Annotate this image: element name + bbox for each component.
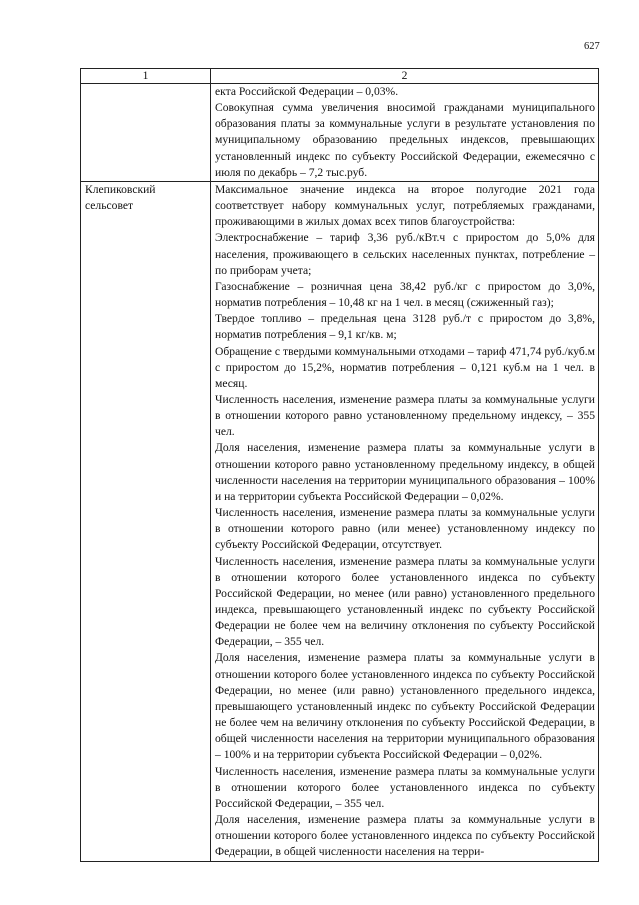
table-row	[81, 181, 599, 861]
header-cell-2: 2	[211, 69, 599, 84]
paragraph: Максимальное значение индекса на второе полугодие 2021 года соответствует набору коммунальных услуг, потребляемых гражданами, проживающими в жилых домах всех типов благоустройства:	[215, 182, 595, 229]
paragraph: Численность населения, изменение размера платы за коммунальные услуги в отношении которого более установленного индекса по субъекту Российской Федерации, но менее (или равно) установленного предельного индекса, превышающего установленный индекс по субъекту Российской Федерации не более чем на величину отклонения по субъекту Российской Федерации, – 355 чел.	[215, 554, 595, 649]
page-number: 627	[584, 41, 600, 52]
paragraph: Совокупная сумма увеличения вносимой гражданами муниципального образования платы за коммунальные услуги в результате установления по муниципальному образованию предельных индексов, превышающих установленный индекс по субъекту Российской Федерации, ежемесячно с июля по декабрь – 7,2 тыс.руб.	[215, 101, 595, 179]
paragraph: Электроснабжение – тариф 3,36 руб./кВт.ч с приростом до 5,0% для населения, проживающего в сельских населенных пунктах, потребление – по приборам учета;	[215, 231, 595, 277]
document-table	[80, 68, 599, 862]
paragraph: Численность населения, изменение размера платы за коммунальные услуги в отношении которого равно (или менее) установленному индексу по субъекту Российской Федерации, отсутствует.	[215, 506, 595, 552]
paragraph: Доля населения, изменение размера платы за коммунальные услуги в отношении которого более установленного индекса по субъекту Российской Федерации, в общей численности населения на терри-	[215, 813, 595, 859]
table-row	[81, 84, 599, 182]
row2-label-cell	[81, 181, 211, 861]
paragraph: Обращение с твердыми коммунальными отходами – тариф 471,74 руб./куб.м с приростом до 15,2%, норматив потребления – 0,121 куб.м на 1 чел. в месяц.	[215, 344, 595, 390]
paragraph: Доля населения, изменение размера платы за коммунальные услуги в отношении которого более установленного индекса по субъекту Российской Федерации, но менее (или равно) установленного предельного индекса, превышающего установленный индекс по субъекту Российской Федерации не более чем на величину отклонения по субъекту Российской Федерации, в общей численности населения на территории муниципального образования – 100% и на территории субъекта Российской Федерации – 0,02%.	[215, 651, 595, 762]
table-header-row	[81, 69, 599, 84]
paragraph: Газоснабжение – розничная цена 38,42 руб./кг с приростом до 3,0%, норматив потребления – 10,48 кг на 1 чел. в месяц (сжиженный газ);	[215, 279, 595, 310]
header-cell-1: 1	[81, 69, 211, 84]
municipality-name-line: Клепиковский	[85, 182, 156, 196]
row1-content-cell	[211, 84, 599, 182]
paragraph: Численность населения, изменение размера платы за коммунальные услуги в отношении которого равно установленному предельному индексу, – 355 чел.	[215, 392, 595, 439]
paragraph: Доля населения, изменение размера платы за коммунальные услуги в отношении которого равно установленному предельному индексу, в общей численности населения на территории муниципального образования – 100% и на территории субъекта Российской Федерации – 0,02%.	[215, 441, 595, 503]
municipality-name-line: сельсовет	[85, 199, 134, 213]
paragraph: екта Российской Федерации – 0,03%.	[215, 85, 399, 98]
paragraph: Численность населения, изменение размера платы за коммунальные услуги в отношении которого более установленного индекса по субъекту Российской Федерации, – 355 чел.	[215, 764, 595, 810]
row1-label-cell	[81, 84, 211, 182]
row2-content-cell	[211, 181, 599, 861]
paragraph: Твердое топливо – предельная цена 3128 руб./т с приростом до 3,8%, норматив потребления – 9,1 кг/кв. м;	[215, 312, 595, 342]
